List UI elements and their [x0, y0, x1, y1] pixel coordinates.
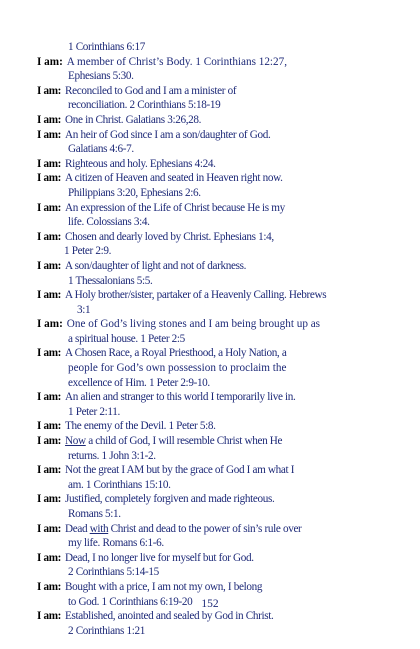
entry-text: A son/daughter of light and not of darkness.: [65, 259, 247, 272]
entry-label: I am:: [37, 435, 62, 448]
entry-text: Romans 5:1.: [68, 508, 121, 520]
page-number: 152: [201, 598, 219, 610]
list-item: [37, 230, 409, 259]
entry-text: Chosen and dearly loved by Christ. Ephesians 1:4,: [65, 230, 274, 243]
entry-text: excellence of Him. 1 Peter 2:9-10.: [68, 376, 210, 389]
entry-text: An heir of God since I am a son/daughter of God.: [65, 128, 271, 141]
entry-text: Ephesians 5:30.: [68, 70, 134, 83]
entry-label: I am:: [37, 128, 62, 141]
list-item: [37, 128, 409, 157]
entry-text: The enemy of the Devil. 1 Peter 5:8.: [65, 420, 216, 433]
entry-text: An expression of the Life of Christ because He is my: [65, 201, 285, 214]
list-item: [37, 157, 409, 172]
entry-text: my life. Romans 6:1-6.: [68, 537, 164, 550]
entry-text: Philippians 3:20, Ephesians 2:6.: [68, 186, 201, 199]
list-item: [37, 492, 409, 521]
entry-label: I am:: [37, 610, 62, 623]
entry-text: Galatians 4:6-7.: [68, 143, 134, 156]
entry-text: A citizen of Heaven and seated in Heaven right now.: [65, 172, 283, 185]
list-item: [37, 346, 409, 390]
entry-text: Dead with Christ and dead to the power of sin’s rule over: [65, 522, 302, 535]
entry-label: I am:: [37, 420, 62, 433]
entry-text: A Holy brother/sister, partaker of a Heavenly Calling. Hebrews: [65, 289, 327, 302]
entry-text: An alien and stranger to this world I temporarily live in.: [65, 391, 296, 404]
entry-text: Dead, I no longer live for myself but for God.: [65, 551, 254, 564]
entry-text: 2 Corinthians 5:14-15: [68, 566, 159, 579]
scripture-reference: 1 Corinthians 6:17: [68, 41, 145, 53]
entry-text: Now a child of God, I will resemble Christ when He: [65, 435, 283, 448]
list-item: [37, 171, 409, 200]
entry-label: I am:: [37, 464, 62, 477]
entry-text: A Chosen Race, a Royal Priesthood, a Holy Nation, a: [65, 347, 287, 360]
entry-label: I am:: [37, 230, 62, 243]
entry-text: 1 Peter 2:9.: [64, 245, 112, 258]
list-item: [37, 113, 409, 128]
entry-text: Established, anointed and sealed by God in Christ.: [65, 610, 274, 623]
entry-label: I am:: [37, 201, 62, 214]
entry-text: life. Colossians 3:4.: [68, 216, 150, 229]
list-item: [37, 84, 409, 113]
entry-text: a spiritual house. 1 Peter 2:5: [68, 332, 185, 345]
list-item: [37, 390, 409, 419]
entry-label: I am:: [37, 157, 62, 170]
entry-label: I am:: [37, 551, 62, 564]
entry-text: to God. 1 Corinthians 6:19-20: [68, 595, 193, 608]
entry-text: One in Christ. Galatians 3:26,28.: [65, 113, 202, 126]
entry-label: I am:: [37, 172, 62, 185]
list-item: [37, 55, 409, 84]
list-item: [37, 551, 409, 580]
entry-text: 1 Peter 2:11.: [68, 405, 120, 418]
list-item: [37, 317, 409, 346]
entry-label: I am:: [37, 580, 62, 593]
entry-text: Righteous and holy. Ephesians 4:24.: [65, 157, 216, 170]
entry-label: I am:: [37, 289, 62, 302]
list-item: [37, 259, 409, 288]
list-item: [37, 522, 409, 551]
list-item: [37, 288, 409, 317]
entry-text: A member of Christ’s Body. 1 Corinthians 12:27,: [66, 55, 288, 68]
entry-text: 2 Corinthians 1:21: [68, 624, 145, 637]
list-item: [37, 419, 409, 434]
entry-label: I am:: [37, 259, 62, 272]
entry-label: I am:: [37, 391, 62, 404]
entry-text: Bought with a price, I am not my own, I belong: [65, 580, 263, 593]
list-item: [37, 434, 409, 463]
entry-text: people for God’s own possession to proclaim the: [68, 362, 287, 375]
list-item: [37, 201, 409, 230]
entry-label: I am:: [37, 522, 62, 535]
entry-label: I am:: [37, 493, 62, 506]
entry-label: I am:: [37, 318, 63, 331]
list-item: [37, 609, 409, 638]
entry-text: Justified, completely forgiven and made righteous.: [65, 493, 275, 506]
entry-text: One of God’s living stones and I am being brought up as: [66, 318, 321, 331]
entry-text: Not the great I AM but by the grace of God I am what I: [65, 464, 295, 477]
entry-label: I am:: [37, 113, 62, 126]
entry-text: Reconciled to God and I am a minister of: [65, 84, 237, 97]
entry-label: I am:: [37, 84, 62, 97]
entry-text: 1 Thessalonians 5:5.: [68, 274, 153, 287]
entry-label: I am:: [37, 55, 63, 68]
entry-text: am. 1 Corinthians 15:10.: [68, 478, 171, 491]
entry-text: reconciliation. 2 Corinthians 5:18-19: [68, 99, 221, 112]
entry-text: returns. 1 John 3:1-2.: [68, 449, 156, 462]
list-item: [37, 463, 409, 492]
entry-text: 3:1: [77, 303, 91, 316]
identity-list: [37, 40, 409, 638]
entry-label: I am:: [37, 347, 62, 360]
